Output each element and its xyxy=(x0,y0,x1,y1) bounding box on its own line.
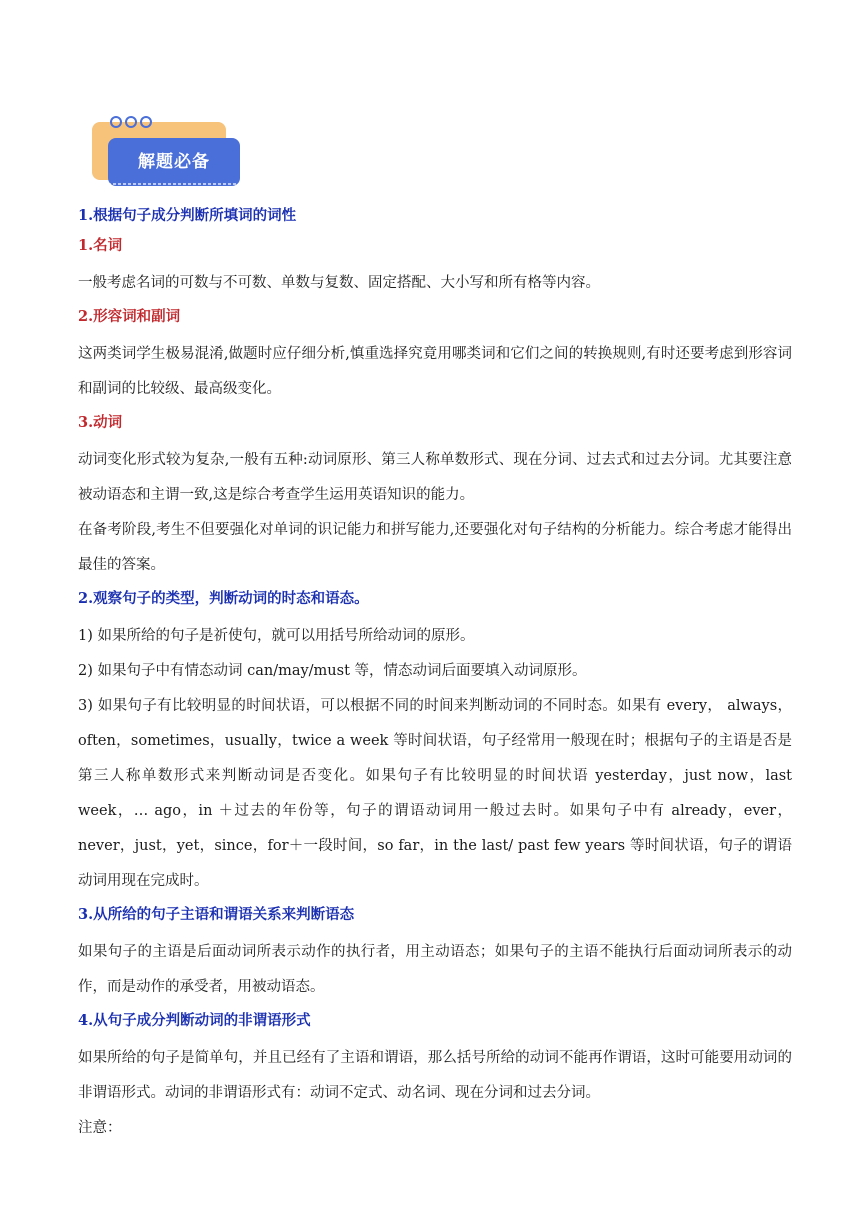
section-2-item-1: 1) 如果所给的句子是祈使句，就可以用括号所给动词的原形。 xyxy=(78,628,475,644)
subsection-noun-title: 1.名词 xyxy=(78,237,123,254)
subsection-verb-text-2: 在备考阶段,考生不但要强化对单词的识记能力和拼写能力,还要强化对句子结构的分析能力。综合考虑才能得出最佳的答案。 xyxy=(78,522,792,573)
section-2-item-2: 2) 如果句子中有情态动词 can/may/must 等，情态动词后面要填入动词原形。 xyxy=(78,663,587,679)
section-2-item-3: 3) 如果句子有比较明显的时间状语，可以根据不同的时间来判断动词的不同时态。如果有 every， always，often，sometimes，usually，twice a week 等时间状语，句子经常用一般现在时；根据句子的主语是否是第三人称单数形式来判断动词是否变化。如果句子有比较明显的时间状语 yesterday，just now，last week，… ago，in ＋过去的年份等，句子的谓语动词用一般过去时。如果句子中有 already，ever，never，just，yet，since，for＋一段时间，so far，in the last/ past few years 等时间状语，句子的谓语动词用现在完成时。 xyxy=(78,698,792,889)
document-body xyxy=(78,200,792,1146)
subsection-adj-adv-text: 这两类词学生极易混淆,做题时应仔细分析,慎重选择究竟用哪类词和它们之间的转换规则,有时还要考虑到形容词和副词的比较级、最高级变化。 xyxy=(78,346,792,397)
subsection-adj-adv-title: 2.形容词和副词 xyxy=(78,308,181,325)
subsection-verb-text: 动词变化形式较为复杂,一般有五种:动词原形、第三人称单数形式、现在分词、过去式和过去分词。尤其要注意被动语态和主谓一致,这是综合考查学生运用英语知识的能力。 xyxy=(78,452,792,503)
subsection-verb-title: 3.动词 xyxy=(78,414,123,431)
subsection-noun-text: 一般考虑名词的可数与不可数、单数与复数、固定搭配、大小写和所有格等内容。 xyxy=(78,275,600,291)
section-2-title: 2.观察句子的类型，判断动词的时态和语态。 xyxy=(78,590,369,607)
section-1-title: 1.根据句子成分判断所填词的词性 xyxy=(78,207,297,224)
section-4-text: 如果所给的句子是简单句，并且已经有了主语和谓语，那么括号所给的动词不能再作谓语，这时可能要用动词的非谓语形式。动词的非谓语形式有：动词不定式、动名词、现在分词和过去分词。 xyxy=(78,1050,792,1101)
section-4-title: 4.从句子成分判断动词的非谓语形式 xyxy=(78,1012,311,1029)
note-label: 注意： xyxy=(78,1120,122,1136)
badge-label: 解题必备 xyxy=(138,152,210,172)
section-badge xyxy=(86,108,246,192)
section-3-text: 如果句子的主语是后面动词所表示动作的执行者，用主动语态；如果句子的主语不能执行后面动词所表示的动作，而是动作的承受者，用被动语态。 xyxy=(78,944,792,995)
section-3-title: 3.从所给的句子主语和谓语关系来判断语态 xyxy=(78,906,355,923)
